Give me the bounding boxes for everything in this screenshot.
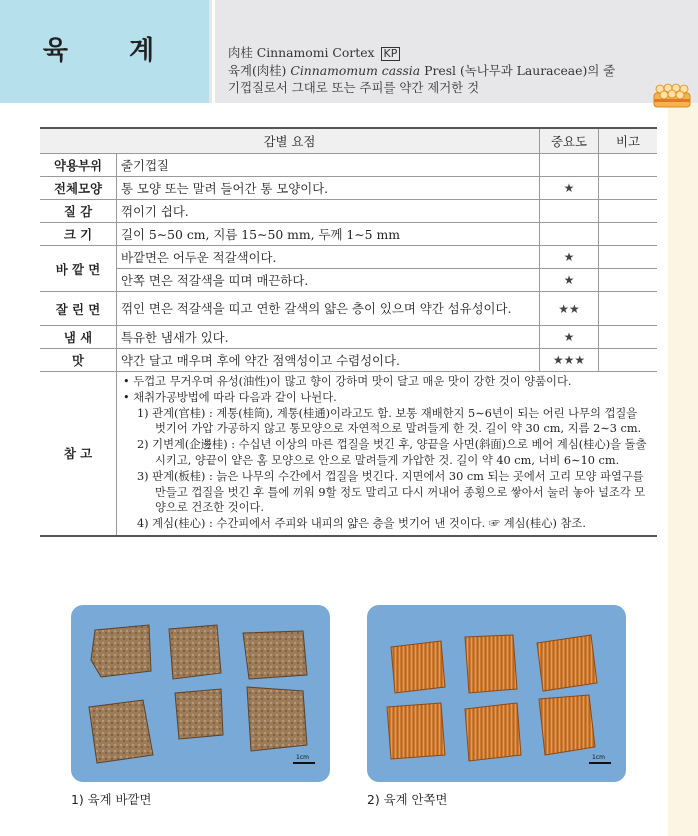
row-text: 바깥면은 어두운 적갈색이다. xyxy=(117,246,540,269)
row-label: 질 감 xyxy=(40,200,117,223)
table-row xyxy=(40,269,657,292)
row-text: 꺾인 면은 적갈색을 띠고 연한 갈색의 얇은 층이 있으며 약간 섬유성이다. xyxy=(117,292,540,326)
reference-label: 참 고 xyxy=(40,372,117,536)
row-note xyxy=(599,154,658,177)
table-row xyxy=(40,292,657,326)
table-row xyxy=(40,223,657,246)
photo-outer-surface xyxy=(71,605,330,782)
row-importance: ★★ xyxy=(540,292,599,326)
table-row xyxy=(40,177,657,200)
row-label: 전체모양 xyxy=(40,177,117,200)
row-importance: ★ xyxy=(540,326,599,349)
row-note xyxy=(599,269,658,292)
row-text: 약간 달고 매우며 후에 약간 점액성이고 수렴성이다. xyxy=(117,349,540,372)
row-note xyxy=(599,349,658,372)
reference-item: 4) 계심(桂心) : 수간피에서 주피와 내피의 얇은 층을 벗기어 낸 것이다. ☞ 계심(桂心) 참조. xyxy=(137,517,586,531)
table-row-reference xyxy=(40,372,657,536)
header-divider xyxy=(212,0,215,103)
row-importance: ★ xyxy=(540,269,599,292)
row-label: 바 깥 면 xyxy=(40,246,117,292)
row-note xyxy=(599,292,658,326)
row-label: 약용부위 xyxy=(40,154,117,177)
reference-item: 3) 판계(板桂) : 늙은 나무의 수간에서 껍질을 벗긴다. 지면에서 30 cm 되는 곳에서 고리 모양 파열구를 만들고 껍질을 벗긴 후 틀에 끼워 9할 정도 말리고 다시 꺼내어 종횡으로 쌓아서 눌러 놓아 널조각 모양으로 건조한 것이다. xyxy=(137,469,646,515)
row-importance: ★★★ xyxy=(540,349,599,372)
photo-inner-surface xyxy=(367,605,626,782)
table-row xyxy=(40,326,657,349)
reference-item: • 채취가공방법에 따라 다음과 같이 나뉜다. xyxy=(123,390,337,404)
row-importance xyxy=(540,200,599,223)
cinnamon-bundle-icon xyxy=(651,83,693,113)
header-note: 비고 xyxy=(599,128,658,154)
row-importance xyxy=(540,154,599,177)
reference-cell xyxy=(117,372,658,536)
row-text: 길이 5∼50 cm, 지름 15∼50 mm, 두께 1∼5 mm xyxy=(117,223,540,246)
kp-badge: KP xyxy=(381,47,401,61)
scale-label: 1cm xyxy=(592,754,605,761)
species-name: Cinnamomum cassia xyxy=(290,62,421,78)
row-importance: ★ xyxy=(540,177,599,200)
header-importance: 중요도 xyxy=(540,128,599,154)
row-text: 통 모양 또는 말려 들어간 통 모양이다. xyxy=(117,177,540,200)
photo-caption-outer: 1) 육계 바깥면 xyxy=(71,792,152,807)
row-text: 꺾이기 쉽다. xyxy=(117,200,540,223)
row-label: 크 기 xyxy=(40,223,117,246)
row-note xyxy=(599,177,658,200)
row-note xyxy=(599,326,658,349)
table-row xyxy=(40,349,657,372)
row-text: 특유한 냄새가 있다. xyxy=(117,326,540,349)
header-main: 감별 요점 xyxy=(40,128,540,154)
identification-table xyxy=(40,127,657,537)
reference-item: 2) 기변계(企邊桂) : 수십년 이상의 마른 껍질을 벗긴 후, 양끝을 사면(斜面)으로 베어 계심(桂心)을 돌출시키고, 양끝이 얕은 홈 모양으로 안으로 말려들게 가압한 것. 길이 약 40 cm, 너비 6∼10 cm. xyxy=(137,438,647,467)
row-label: 냄 새 xyxy=(40,326,117,349)
row-text: 줄기껍질 xyxy=(117,154,540,177)
reference-item: • 두껍고 무거우며 유성(油性)이 많고 향이 강하며 맛이 달고 매운 맛이 강한 것이 양품이다. xyxy=(123,375,572,388)
latin-name: 肉桂 Cinnamomi Cortex xyxy=(228,45,375,60)
row-importance: ★ xyxy=(540,246,599,269)
bark-pieces-inner-image xyxy=(367,605,626,782)
row-note xyxy=(599,246,658,269)
definition-a: 육계(肉桂) xyxy=(228,62,287,78)
table-row xyxy=(40,246,657,269)
row-label: 맛 xyxy=(40,349,117,372)
table-row xyxy=(40,154,657,177)
definition-c: 기껍질로서 그대로 또는 주피를 약간 제거한 것 xyxy=(228,80,480,95)
bark-pieces-outer-image xyxy=(71,605,330,782)
row-importance xyxy=(540,223,599,246)
photo-caption-inner: 2) 육계 안쪽면 xyxy=(367,792,448,807)
side-strip xyxy=(668,0,698,836)
reference-item: 1) 관계(官桂) : 계통(桂筒), 계통(桂通)이라고도 함. 보통 재배한지 5∼6년이 되는 어린 나무의 껍질을 벗기어 가압 가공하지 않고 통모양으로 자연적으로 말려들게 한 것. 길이 약 30 cm, 지름 2∼3 cm. xyxy=(137,406,642,436)
row-note xyxy=(599,223,658,246)
page-title: 육 계 xyxy=(42,36,181,66)
row-text: 안쪽 면은 적갈색을 띠며 매끈하다. xyxy=(117,269,540,292)
row-note xyxy=(599,200,658,223)
table-row xyxy=(40,200,657,223)
row-label: 잘 린 면 xyxy=(40,292,117,326)
header-description xyxy=(228,44,668,97)
definition-b: Presl (녹나무과 Lauraceae)의 줄 xyxy=(424,62,616,78)
scale-label: 1cm xyxy=(296,754,309,761)
